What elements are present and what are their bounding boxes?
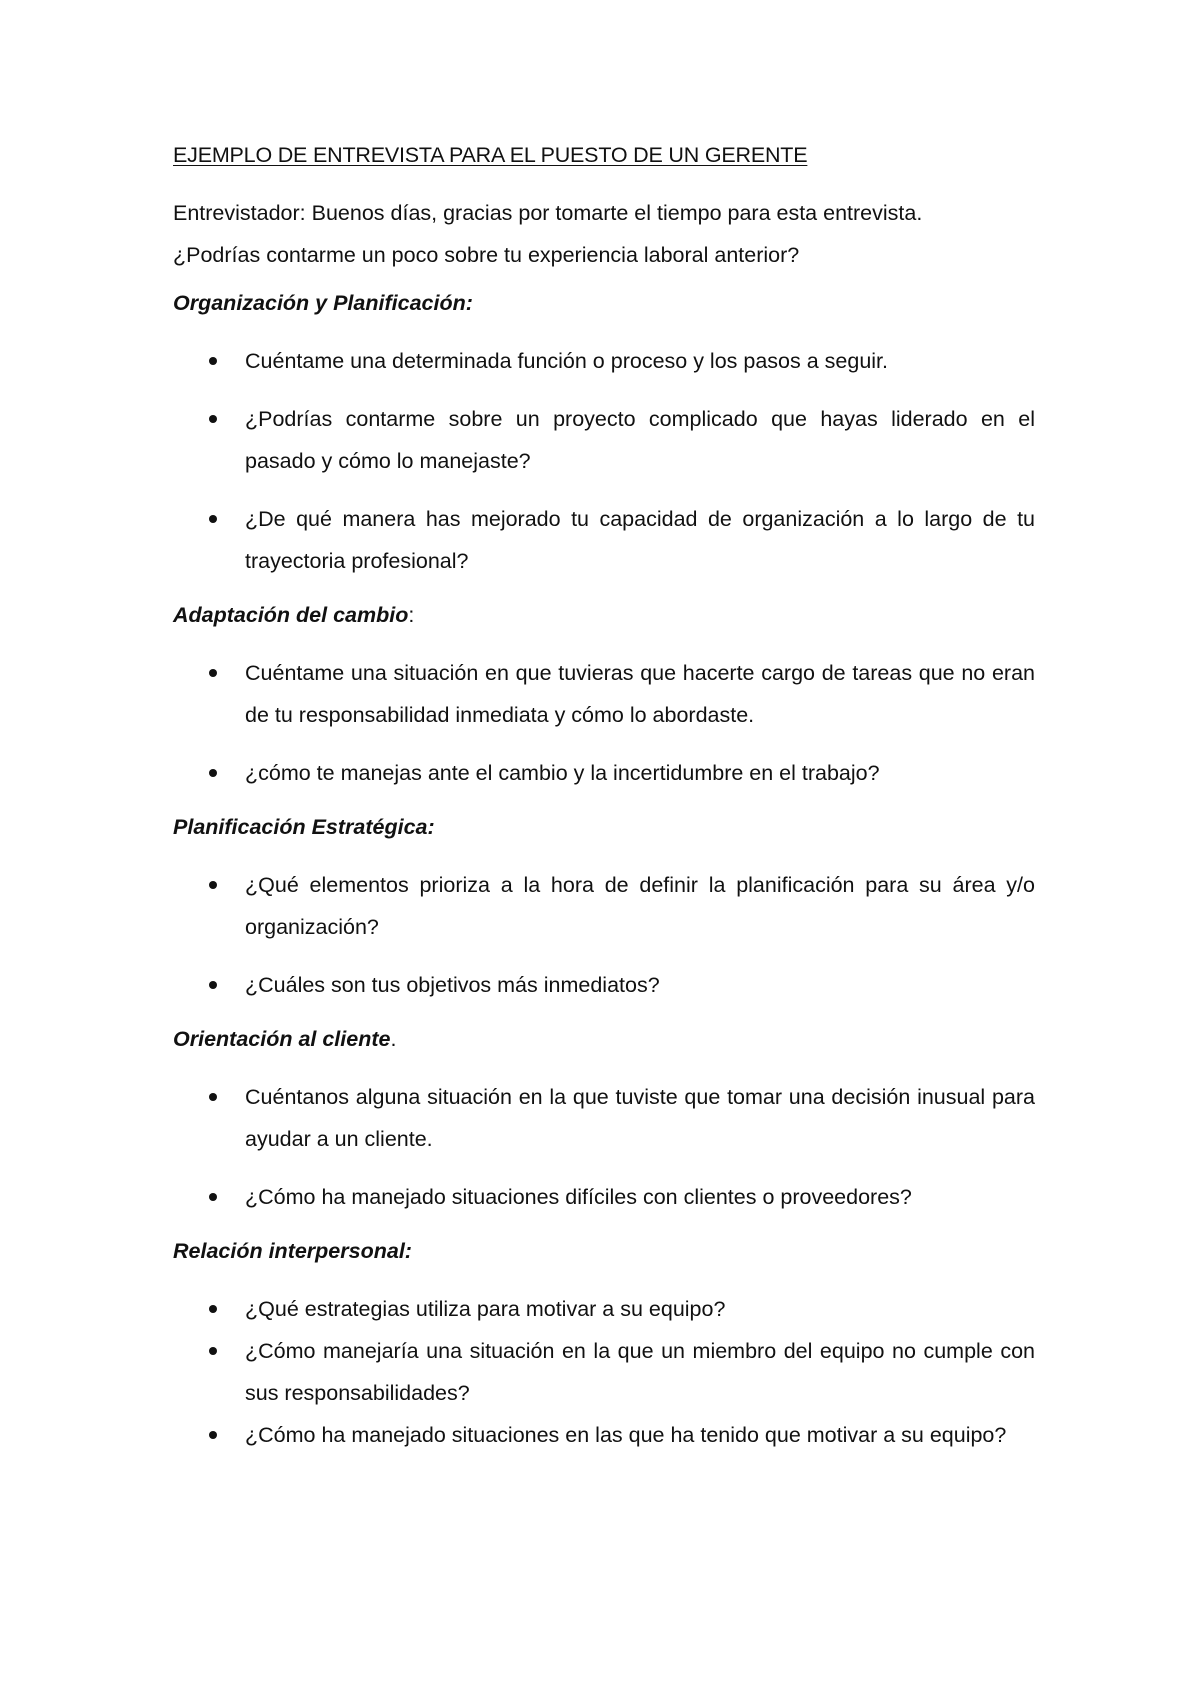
section-heading-planificacion-estrategica: Planificación Estratégica:: [173, 815, 435, 839]
list-item: ¿Podrías contarme sobre un proyecto complicado que hayas liderado en el pasado y cómo lo manejaste?: [173, 398, 1035, 482]
intro-line-1: Entrevistador: Buenos días, gracias por tomarte el tiempo para esta entrevista.: [173, 201, 923, 225]
list-item: ¿De qué manera has mejorado tu capacidad de organización a lo largo de tu trayectoria profesional?: [173, 498, 1035, 582]
document-page: [173, 140, 1035, 1474]
bullet-icon: [209, 669, 217, 677]
list-item: Cuéntanos alguna situación en la que tuviste que tomar una decisión inusual para ayudar a un cliente.: [173, 1076, 1035, 1160]
bullet-icon: [209, 1347, 217, 1355]
document-title: EJEMPLO DE ENTREVISTA PARA EL PUESTO DE UN GERENTE: [173, 143, 808, 167]
bullet-icon: [209, 357, 217, 365]
list-item: Cuéntame una situación en que tuvieras que hacerte cargo de tareas que no eran de tu responsabilidad inmediata y cómo lo abordaste.: [173, 652, 1035, 736]
bullet-icon: [209, 1431, 217, 1439]
list-item: ¿Cómo ha manejado situaciones en las que ha tenido que motivar a su equipo?: [173, 1414, 1035, 1456]
section-heading-relacion-interpersonal: Relación interpersonal:: [173, 1239, 412, 1263]
bullet-icon: [209, 769, 217, 777]
section-heading-orientacion-cliente: Orientación al cliente.: [173, 1027, 397, 1051]
list-item: ¿Cómo manejaría una situación en la que un miembro del equipo no cumple con sus responsabilidades?: [173, 1330, 1035, 1414]
bullet-icon: [209, 981, 217, 989]
bullet-icon: [209, 1193, 217, 1201]
bullet-icon: [209, 415, 217, 423]
list-item: ¿Cómo ha manejado situaciones difíciles con clientes o proveedores?: [173, 1176, 1035, 1218]
question-list-adaptacion: [173, 652, 1035, 794]
list-item: ¿Qué elementos prioriza a la hora de definir la planificación para su área y/o organización?: [173, 864, 1035, 948]
bullet-icon: [209, 881, 217, 889]
bullet-icon: [209, 1305, 217, 1313]
intro-paragraph: [173, 192, 1035, 276]
section-heading-adaptacion: Adaptación del cambio:: [173, 603, 415, 627]
section-heading-organizacion: Organización y Planificación:: [173, 291, 473, 315]
bullet-icon: [209, 1093, 217, 1101]
question-list-organizacion: [173, 340, 1035, 582]
list-item: ¿cómo te manejas ante el cambio y la incertidumbre en el trabajo?: [173, 752, 1035, 794]
question-list-orientacion-cliente: [173, 1076, 1035, 1218]
list-item: Cuéntame una determinada función o proceso y los pasos a seguir.: [173, 340, 1035, 382]
list-item: ¿Cuáles son tus objetivos más inmediatos?: [173, 964, 1035, 1006]
list-item: ¿Qué estrategias utiliza para motivar a su equipo?: [173, 1288, 1035, 1330]
question-list-relacion-interpersonal: [173, 1288, 1035, 1456]
question-list-planificacion-estrategica: [173, 864, 1035, 1006]
intro-line-2: ¿Podrías contarme un poco sobre tu experiencia laboral anterior?: [173, 243, 800, 267]
bullet-icon: [209, 515, 217, 523]
